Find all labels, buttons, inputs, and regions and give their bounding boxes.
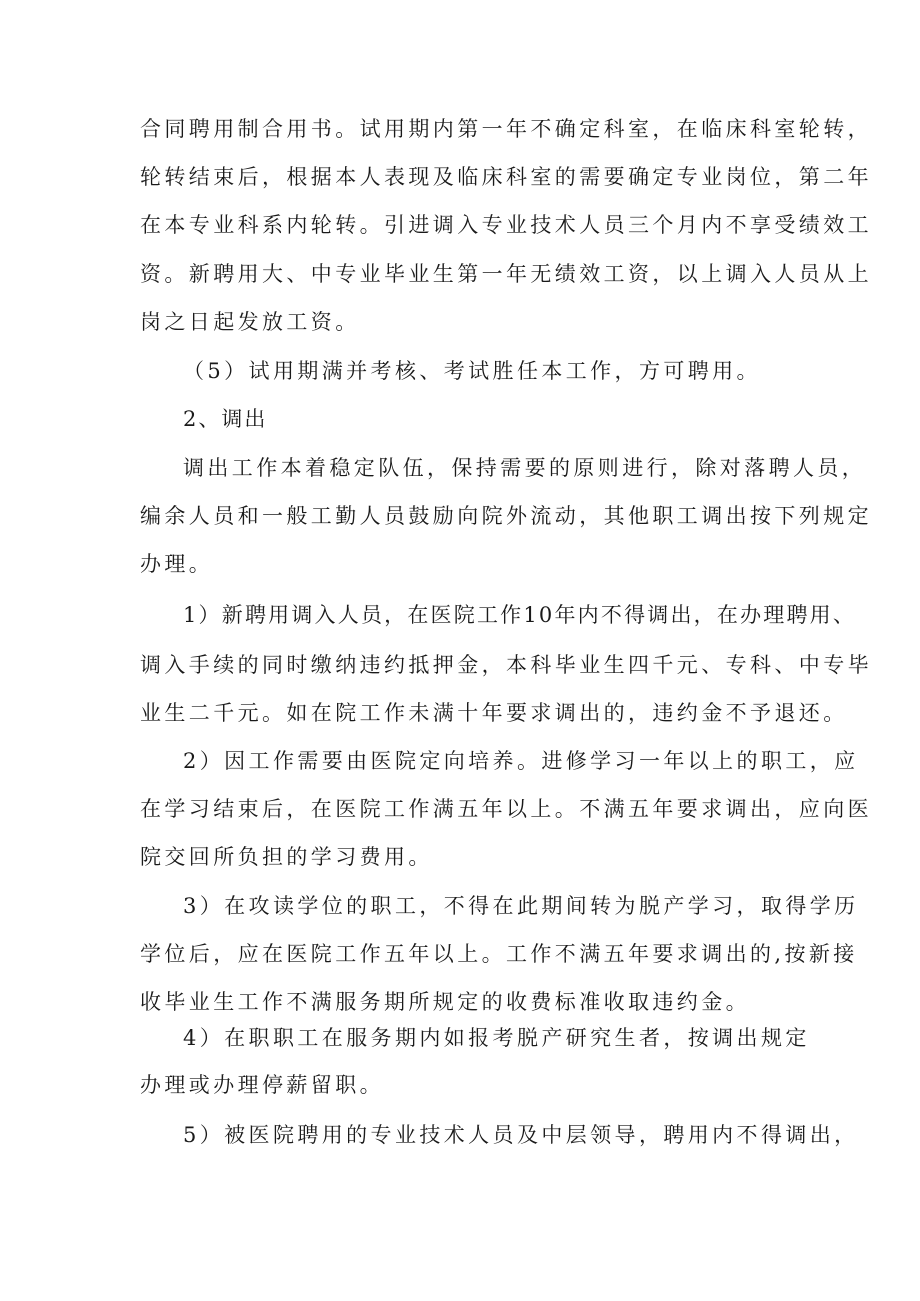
text-line: 轮转结束后，根据本人表现及临床科室的需要确定专业岗位，第二年 [140,165,872,189]
section-heading: 2、调出 [183,407,268,431]
text-line: 业生二千元。如在院工作未满十年要求调出的，违约金不予退还。 [140,701,848,725]
text-line: 学位后，应在医院工作五年以上。工作不满五年要求调出的,按新接 [140,942,858,966]
text-line: 院交回所负担的学习费用。 [140,845,433,869]
text-line: 1）新聘用调入人员，在医院工作10年内不得调出，在办理聘用、 [183,603,857,627]
text-line: 岗之日起发放工资。 [140,310,360,334]
text-line: 调入手续的同时缴纳违约抵押金，本科毕业生四千元、专科、中专毕 [140,653,872,677]
text-line: 编余人员和一般工勤人员鼓励向院外流动，其他职工调出按下列规定 [140,504,872,528]
text-line: 办理或办理停薪留职。 [140,1073,384,1097]
text-line: 2）因工作需要由医院定向培养。进修学习一年以上的职工，应 [183,749,859,773]
text-line: 办理。 [140,552,214,576]
text-line: 5）被医院聘用的专业技术人员及中层领导，聘用内不得调出， [183,1123,859,1147]
text-line: 4）在职职工在服务期内如报考脱产研究生者，按调出规定 [183,1026,810,1050]
text-line: 收毕业生工作不满服务期所规定的收费标准收取违约金。 [140,990,750,1014]
text-line: 调出工作本着稳定队伍，保持需要的原则进行，除对落聘人员， [183,456,867,480]
text-line: （5）试用期满并考核、考试胜任本工作，方可聘用。 [183,359,761,383]
text-line: 资。新聘用大、中专业毕业生第一年无绩效工资，以上调入人员从上 [140,262,872,286]
text-line: 3）在攻读学位的职工，不得在此期间转为脱产学习，取得学历 [183,894,859,918]
text-line: 在学习结束后，在医院工作满五年以上。不满五年要求调出，应向医 [140,797,872,821]
text-line: 在本专业科系内轮转。引进调入专业技术人员三个月内不享受绩效工 [140,213,872,237]
text-line: 合同聘用制合用书。试用期内第一年不确定科室，在临床科室轮转， [140,117,872,141]
